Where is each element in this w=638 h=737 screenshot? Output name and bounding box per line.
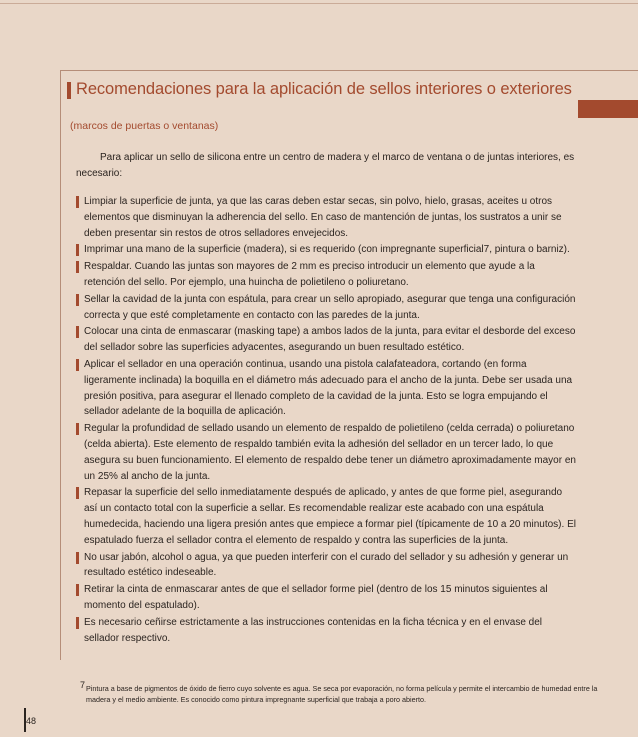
bullet-bar: [76, 359, 79, 371]
header-rule: [60, 70, 638, 71]
list-item: [76, 357, 576, 420]
list-item: [76, 582, 576, 614]
list-item-text: Repasar la superficie del sello inmediatamente después de aplicado, y antes de que forme piel, asegurando así un contacto total con la superficie a sellar. Es recomendable realizar este acabado con una espátula humedecida, haciendo una ligera presión antes que empiece a formar piel (típicamente de 10 a 20 minutos). El espatulado fuerza el sellador contra el elemento de respaldo y contra las superficies de la junta.: [84, 487, 576, 546]
accent-tab: [578, 100, 638, 118]
section-subtitle: (marcos de puertas o ventanas): [70, 120, 219, 132]
footnote-text: Pintura a base de pigmentos de óxido de fierro cuyo solvente es agua. Se seca por evaporación, no forma película y permite el intercambio de humedad entre la madera y el medio ambiente. Es conocido como pintura impregnante superficial que trabaja a poro abierto.: [86, 684, 598, 704]
footnote: [80, 680, 600, 705]
left-margin-rule: [60, 70, 61, 660]
list-item-text: Sellar la cavidad de la junta con espátula, para crear un sello apropiado, asegurar que tenga una configuración correcta y que esté completamente en contacto con las paredes de la junta.: [84, 293, 576, 321]
list-item: [76, 550, 576, 582]
list-item-text: Retirar la cinta de enmascarar antes de que el sellador forme piel (dentro de los 15 minutos siguientes al momento del espatulado).: [84, 584, 548, 611]
bullet-bar: [76, 617, 79, 629]
list-item: [76, 324, 576, 356]
intro-paragraph: Para aplicar un sello de silicona entre un centro de madera y el marco de ventana o de juntas interiores, es necesario:: [76, 152, 575, 179]
list-item-text: Regular la profundidad de sellado usando un elemento de respaldo de polietileno (celda cerrada) o poliuretano (celda abierta). Este elemento de respaldo también evita la adhesión del sellador en un tercer lado, lo que asegura su buen funcionamiento. El elemento de respaldo debe tener un diámetro aproximadamente mayor en un 25% al ancho de la junta.: [84, 423, 576, 482]
footnote-number: 7: [80, 680, 86, 690]
list-item-text: No usar jabón, alcohol o agua, ya que pueden interferir con el curado del sellador y su adhesión y generar un resultado estético indeseable.: [84, 551, 569, 579]
list-item: [76, 292, 576, 324]
list-item: [76, 421, 576, 484]
bullet-bar: [76, 261, 79, 273]
top-rule: [0, 3, 638, 4]
list-item: [76, 242, 576, 258]
list-item-text: Limpiar la superficie de junta, ya que las caras deben estar secas, sin polvo, hielo, grasas, aceites u otros elementos que disminuyan la adherencia del sello. En caso de mantención de juntas, los sustratos a unir se deben presentar sin restos de otros selladores envejecidos.: [84, 196, 562, 239]
section-title: Recomendaciones para la aplicación de sellos interiores o exteriores: [76, 80, 572, 98]
list-item-text: Imprimar una mano de la superficie (madera), si es requerido (con impregnante superficial7, pintura o barniz).: [84, 244, 570, 256]
bullet-bar: [76, 423, 79, 435]
list-item: [76, 615, 576, 647]
bullet-bar: [76, 196, 79, 208]
list-item-text: Es necesario ceñirse estrictamente a las instrucciones contenidas en la ficha técnica y en el envase del sellador respectivo.: [84, 616, 543, 644]
page-number: 48: [26, 716, 37, 726]
list-item: [76, 485, 576, 548]
bullet-bar: [76, 487, 79, 499]
list-item-text: Aplicar el sellador en una operación continua, usando una pistola calafateadora, cortando (en forma ligeramente inclinada) la boquilla en el diámetro más adecuado para el ancho de la junta. Debe ser usada una presión positiva, para asegurar el llenado completo de la cavidad de la junta. Esto se logra empujando el sellador adelante de la boquilla de aplicación.: [84, 358, 573, 418]
bullet-bar: [76, 552, 79, 564]
bullet-bar: [76, 326, 79, 338]
list-item-text: Colocar una cinta de enmascarar (masking tape) a ambos lados de la junta, para evitar el desborde del exceso del sellador sobre las superficies adyacentes, asegurando un buen resultado estético.: [84, 326, 576, 354]
bullet-bar: [76, 294, 79, 306]
recommendation-list: [76, 194, 576, 647]
bullet-bar: [76, 584, 79, 596]
list-item: [76, 194, 576, 241]
list-item-text: Respaldar. Cuando las juntas son mayores de 2 mm es preciso introducir un elemento que ayude a la retención del sello. Por ejemplo, una huincha de polietileno o poliuretano.: [84, 261, 535, 288]
title-marker: [67, 82, 71, 99]
bullet-bar: [76, 244, 79, 256]
list-item: [76, 259, 576, 291]
